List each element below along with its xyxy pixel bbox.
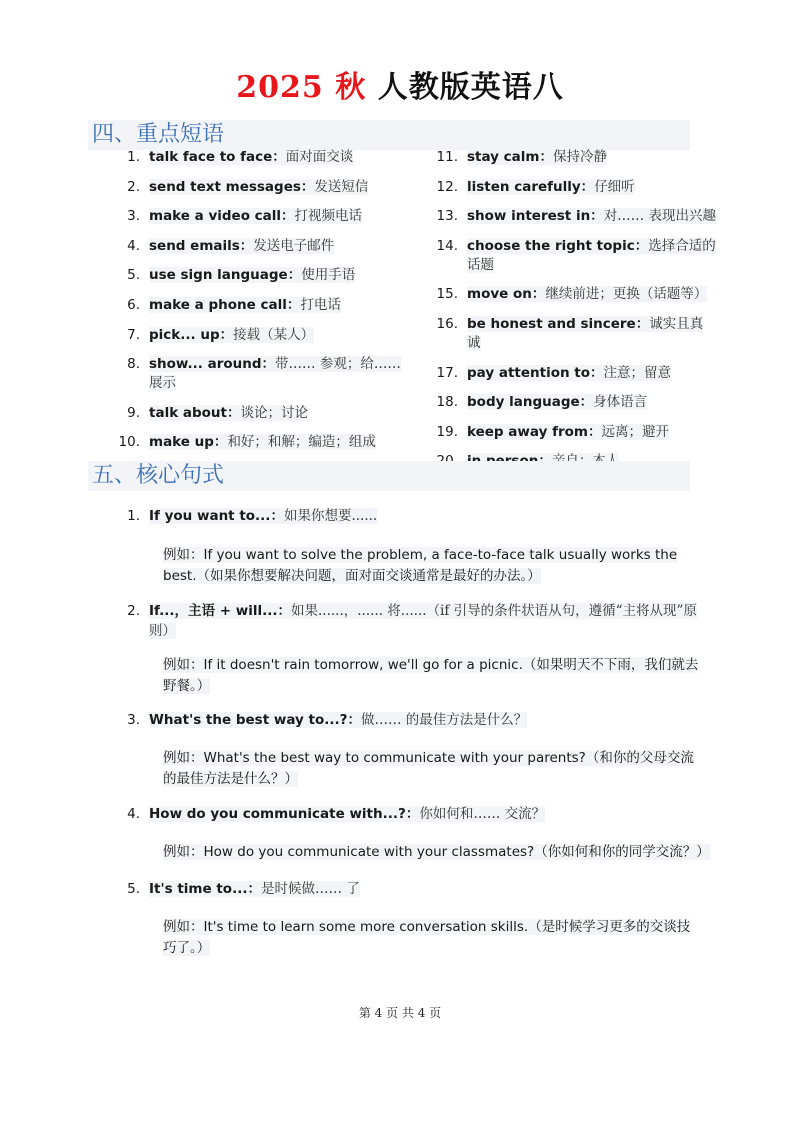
- phrase-translation: 仔细听: [594, 178, 635, 195]
- phrase-translation: 接载（某人）: [233, 326, 315, 343]
- phrase-item: [426, 364, 716, 383]
- pattern-translation: 如果......，...... 将......（if 引导的条件状语从句，遵循“主将从现”原则）: [149, 603, 697, 639]
- phrase-term: talk about：: [149, 404, 241, 421]
- sentence-pattern: [108, 601, 708, 641]
- phrase-term: move on：: [467, 286, 546, 303]
- item-number: 8.: [127, 356, 140, 373]
- phrase-item: [426, 148, 716, 167]
- phrase-item: [108, 296, 408, 315]
- phrase-term: show... around：: [149, 356, 276, 373]
- pattern-term: What's the best way to...?：: [149, 712, 361, 728]
- pattern-translation: 是时候做…… 了: [260, 881, 360, 897]
- phrase-term: make a video call：: [149, 208, 295, 225]
- item-number: 17.: [436, 364, 458, 381]
- sentence-pattern: [108, 710, 708, 730]
- phrase-term: stay calm：: [467, 149, 553, 165]
- phrase-item: [426, 207, 716, 226]
- phrase-item: [108, 266, 408, 285]
- pattern-number: 1.: [127, 508, 140, 524]
- pattern-translation: 做…… 的最佳方法是什么？: [360, 712, 528, 728]
- phrase-item: [108, 148, 408, 167]
- pattern-number: 3.: [127, 712, 140, 728]
- phrase-term: choose the right topic：: [467, 237, 649, 254]
- sentence-pattern: [108, 879, 708, 899]
- phrase-item: [426, 237, 716, 275]
- section-heading-sentences: 五、核心句式: [88, 461, 690, 491]
- phrase-translation: 继续前进；更换（话题等）: [545, 286, 708, 303]
- phrase-item: [108, 237, 408, 256]
- item-number: 9.: [127, 404, 140, 421]
- item-number: 10.: [118, 434, 140, 451]
- phrase-term: body language：: [467, 394, 594, 411]
- phrase-term: use sign language：: [149, 267, 302, 284]
- phrase-item: [426, 423, 716, 442]
- item-number: 6.: [127, 296, 140, 313]
- page-footer: 第 4 页 共 4 页: [358, 1006, 442, 1020]
- phrase-translation: 保持冷静: [553, 149, 607, 165]
- sentence-pattern: [108, 804, 708, 824]
- title-year: 2025 秋: [236, 70, 367, 105]
- title-main: 人教版英语八: [377, 70, 564, 105]
- pattern-term: It's time to...：: [149, 881, 261, 897]
- pattern-translation: 如果你想要......: [283, 508, 378, 524]
- phrase-translation: 发送电子邮件: [253, 237, 335, 254]
- phrase-translation: 谈论；讨论: [240, 404, 308, 421]
- phrase-term: be honest and sincere：: [467, 315, 650, 332]
- pattern-example: [163, 655, 703, 697]
- phrase-item: [108, 326, 408, 345]
- phrase-translation: 注意；留意: [603, 364, 672, 381]
- item-number: 4.: [127, 237, 140, 254]
- pattern-example: [163, 842, 710, 863]
- phrase-list-left: [108, 148, 408, 463]
- item-number: 14.: [436, 237, 458, 254]
- pattern-term: If you want to...：: [149, 508, 284, 524]
- pattern-example: [163, 748, 703, 790]
- phrase-item: [426, 315, 716, 353]
- item-number: 5.: [127, 267, 140, 284]
- pattern-term: How do you communicate with...?：: [149, 806, 420, 822]
- phrase-list-right: [426, 148, 716, 482]
- phrase-translation: 打电话: [300, 296, 341, 313]
- phrase-term: make a phone call：: [149, 296, 301, 313]
- section-heading-phrases: 四、重点短语: [88, 120, 690, 150]
- example-text: 例如：If you want to solve the problem, a face-to-face talk usually works the best.（如果你想要解决问题，面对面交谈通常是最好的办法。）: [163, 547, 678, 584]
- phrase-term: send emails：: [149, 237, 254, 254]
- phrase-translation: 打视频电话: [294, 208, 363, 225]
- phrase-term: listen carefully：: [467, 178, 595, 195]
- pattern-example: [163, 917, 703, 959]
- phrase-term: talk face to face：: [149, 149, 286, 165]
- phrase-term: keep away from：: [467, 423, 602, 440]
- phrase-translation: 和好；和解；编造；组成: [227, 434, 376, 451]
- phrase-translation: 诚实且真诚: [467, 315, 704, 351]
- phrase-item: [108, 433, 408, 452]
- phrase-translation: 使用手语: [301, 267, 356, 284]
- sentence-pattern: [108, 506, 708, 526]
- phrase-translation: 发送短信: [314, 178, 369, 195]
- pattern-number: 2.: [127, 603, 140, 619]
- example-text: 例如：It's time to learn some more conversation skills.（是时候学习更多的交谈技巧了。）: [163, 919, 691, 956]
- phrase-term: send text messages：: [149, 178, 315, 195]
- phrase-item: [426, 178, 716, 197]
- phrase-term: pay attention to：: [467, 364, 604, 381]
- item-number: 15.: [436, 286, 458, 303]
- phrase-translation: 选择合适的话题: [467, 237, 716, 273]
- item-number: 7.: [127, 326, 140, 343]
- example-text: 例如：If it doesn't rain tomorrow, we'll go for a picnic.（如果明天不下雨，我们就去野餐。）: [163, 657, 699, 694]
- phrase-translation: 远离；避开: [601, 423, 669, 440]
- item-number: 12.: [436, 178, 458, 195]
- phrase-term: show interest in：: [467, 208, 604, 225]
- phrase-translation: 带…… 参观；给……展示: [149, 356, 401, 392]
- phrase-term: pick... up：: [149, 326, 234, 343]
- item-number: 19.: [436, 423, 458, 440]
- phrase-item: [108, 207, 408, 226]
- page-title: [0, 62, 800, 106]
- example-text: 例如：How do you communicate with your classmates?（你如何和你的同学交流？）: [163, 844, 710, 860]
- item-number: 3.: [127, 208, 140, 225]
- item-number: 16.: [436, 315, 458, 332]
- phrase-translation: 对…… 表现出兴趣: [603, 208, 716, 225]
- phrase-item: [426, 285, 716, 304]
- item-number: 2.: [127, 178, 140, 195]
- phrase-item: [426, 393, 716, 412]
- pattern-example: [163, 545, 703, 587]
- phrase-item: [108, 404, 408, 423]
- phrase-item: [108, 178, 408, 197]
- phrase-term: make up：: [149, 434, 228, 451]
- item-number: 18.: [436, 394, 458, 411]
- phrase-translation: 面对面交谈: [285, 149, 354, 165]
- pattern-translation: 你如何和…… 交流？: [419, 806, 546, 822]
- pattern-number: 5.: [127, 881, 140, 897]
- item-number: 1.: [127, 149, 140, 165]
- pattern-number: 4.: [127, 806, 140, 822]
- phrase-translation: 身体语言: [593, 394, 648, 411]
- item-number: 13.: [436, 208, 458, 225]
- pattern-term: If...，主语 + will...：: [149, 603, 291, 619]
- example-text: 例如：What's the best way to communicate with your parents?（和你的父母交流的最佳方法是什么？）: [163, 750, 694, 787]
- phrase-item: [108, 355, 408, 393]
- item-number: 11.: [436, 149, 458, 165]
